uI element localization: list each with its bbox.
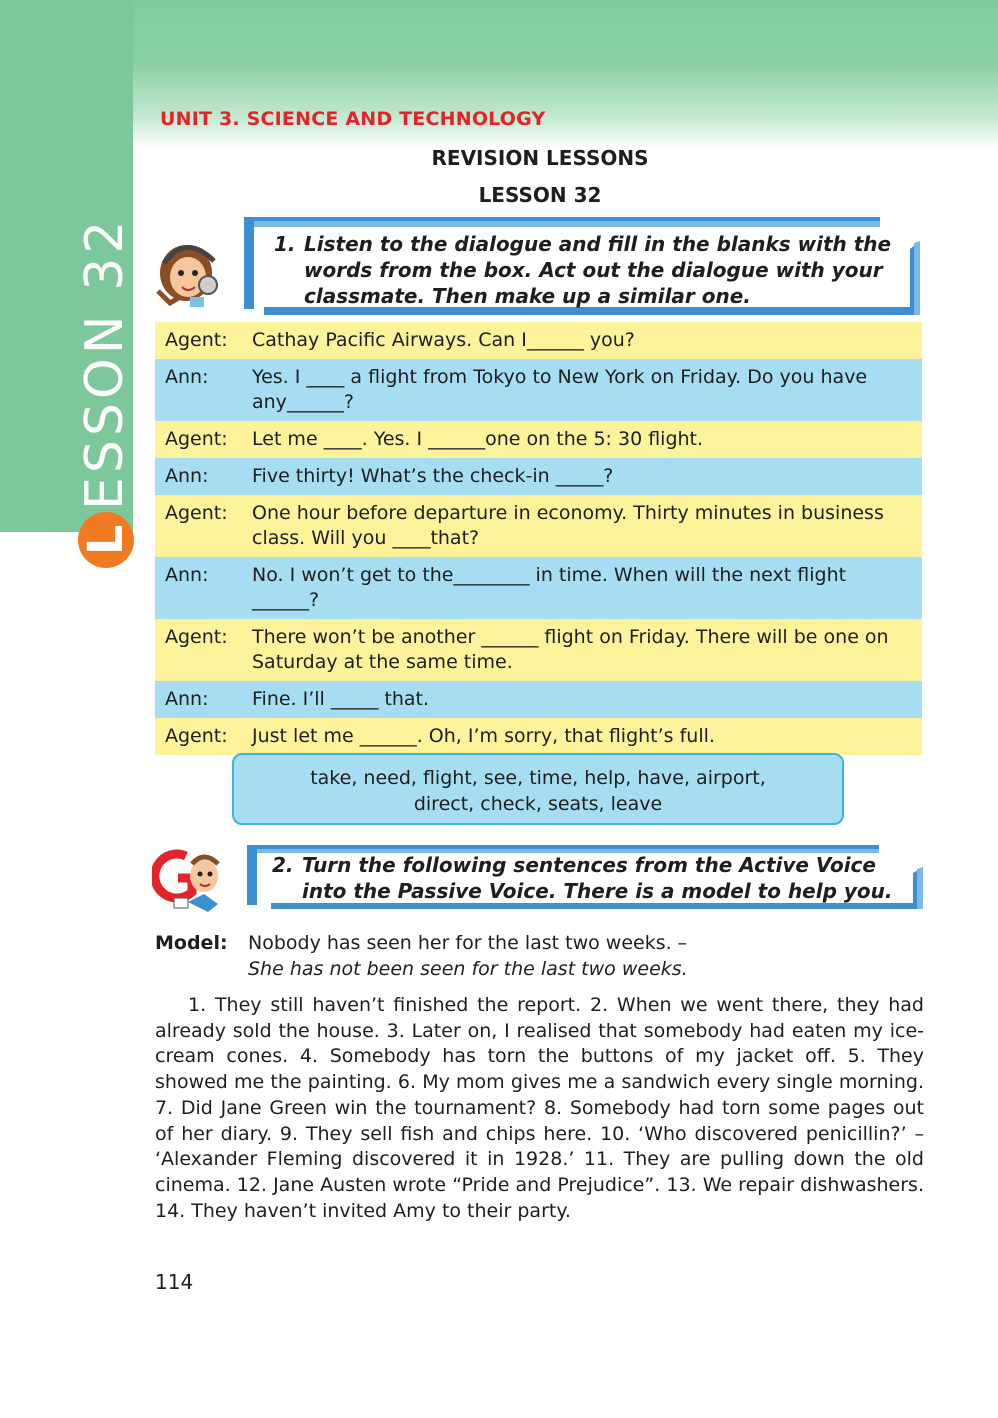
dialogue-row	[155, 619, 922, 681]
dialogue-row	[155, 557, 922, 619]
task2-instruction	[272, 852, 893, 904]
task2-line2: into the Passive Voice. There is a model to help you.	[302, 879, 893, 903]
grammar-g-character-icon	[152, 846, 232, 914]
speaker: Agent:	[155, 718, 242, 755]
line: There won’t be another ______ flight on Friday. There will be one on Saturday at the same time.	[242, 619, 922, 681]
task1-instruction	[274, 231, 891, 309]
dialogue-row	[155, 322, 922, 359]
model-example	[155, 930, 688, 980]
line: Fine. I’ll _____ that.	[242, 681, 922, 718]
dialogue-row	[155, 359, 922, 421]
line: Just let me ______. Oh, I’m sorry, that flight’s full.	[242, 718, 922, 755]
speaker: Ann:	[155, 557, 242, 619]
lesson-title: LESSON 32	[478, 183, 602, 207]
task2-line1: Turn the following sentences from the Active Voice	[302, 853, 876, 877]
speaker: Agent:	[155, 322, 242, 359]
dialogue-row	[155, 458, 922, 495]
model-label: Model:	[155, 932, 228, 954]
speaker: Ann:	[155, 681, 242, 718]
dialogue-row	[155, 495, 922, 557]
line: No. I won’t get to the________ in time. When will the next flight ______?	[242, 557, 922, 619]
speaker: Agent:	[155, 495, 242, 557]
speaker: Agent:	[155, 619, 242, 681]
line: Yes. I ____ a flight from Tokyo to New York on Friday. Do you have any______?	[242, 359, 922, 421]
word-box-line1: take, need, flight, see, time, help, have, airport,	[310, 767, 766, 789]
model-answer: She has not been seen for the last two weeks.	[248, 958, 688, 980]
line: Five thirty! What’s the check-in _____?	[242, 458, 922, 495]
speaker: Ann:	[155, 458, 242, 495]
line: One hour before departure in economy. Thirty minutes in business class. Will you ____that?	[242, 495, 922, 557]
revision-title: REVISION LESSONS	[431, 146, 649, 170]
lesson-letter: L	[78, 524, 134, 556]
dialogue-row	[155, 421, 922, 458]
line: Cathay Pacific Airways. Can I______ you?	[242, 322, 922, 359]
listening-kid-headphones-icon	[150, 233, 228, 309]
task1-line2: words from the box. Act out the dialogue with your	[304, 258, 883, 282]
task2-number: 2.	[272, 853, 294, 877]
word-box	[232, 753, 844, 825]
line: Let me ____. Yes. I ______one on the 5: 30 flight.	[242, 421, 922, 458]
exercise-sentences: 1. They still haven’t finished the report. 2. When we went there, they had already sold the house. 3. Later on, I realised that somebody had eaten my ice-cream cones. 4. Somebody has torn the buttons of my jacket off. 5. They showed me the painting. 6. My mom gives me a sandwich every single morning. 7. Did Jane Green win the tournament? 8. Somebody had torn some pages out of her diary. 9. They sell fish and chips here. 10. ‘Who discovered penicillin?’ – ‘Alexander Fleming discovered it in 1928.’ 11. They are pulling down the old cinema. 12. Jane Austen wrote “Pride and Prejudice”. 13. We repair dishwashers. 14. They haven’t invited Amy to their party.	[155, 994, 924, 1222]
task1-number: 1.	[274, 232, 296, 256]
dialogue-table	[155, 322, 922, 755]
task1-line1: Listen to the dialogue and fill in the blanks with the	[304, 232, 892, 256]
dialogue-row	[155, 681, 922, 718]
page-number: 114	[155, 1270, 194, 1294]
dialogue-row	[155, 718, 922, 755]
speaker: Ann:	[155, 359, 242, 421]
side-lesson-text: ESSON 32	[75, 216, 135, 510]
unit-title: UNIT 3. SCIENCE AND TECHNOLOGY	[160, 108, 546, 130]
task1-line3: classmate. Then make up a similar one.	[304, 284, 751, 308]
speaker: Agent:	[155, 421, 242, 458]
word-box-line2: direct, check, seats, leave	[413, 793, 663, 815]
model-sentence: Nobody has seen her for the last two weeks. –	[248, 932, 688, 954]
